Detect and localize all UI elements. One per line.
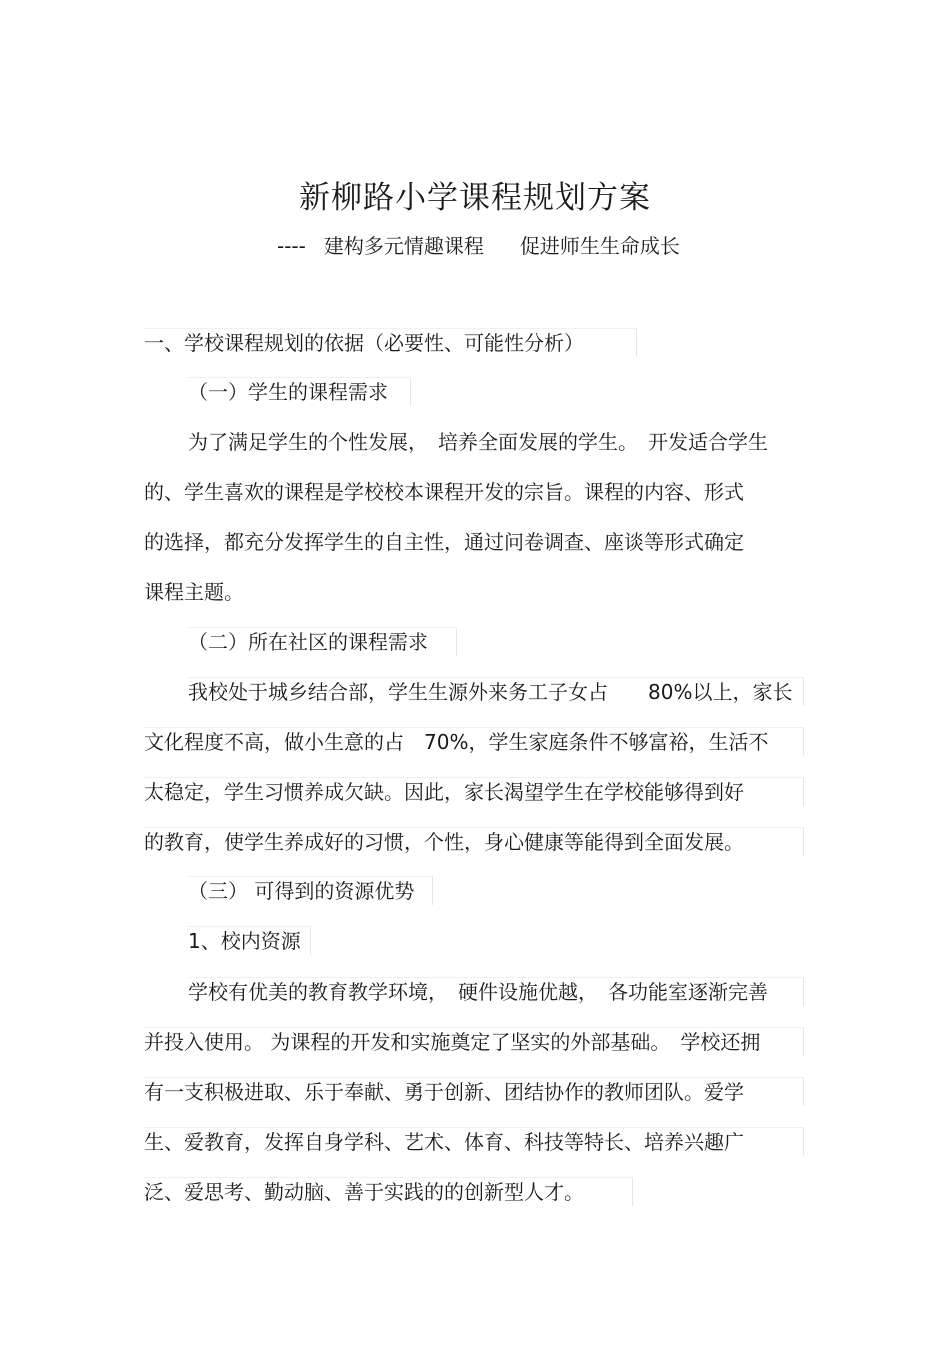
subtitle-part2: 促进师生生命成长 — [519, 234, 680, 258]
para3-line: 泛、爱思考、勤动脑、善于实践的的创新型人才。 — [144, 1177, 633, 1206]
para1-line: 为了满足学生的个性发展， 培养全面发展的学生。 开发适合学生 — [188, 430, 768, 454]
para1-line: 的、学生喜欢的课程是学校校本课程开发的宗旨。课程的内容、形式 — [144, 480, 744, 504]
para2-line: 的教育，使学生养成好的习惯，个性，身心健康等能得到全面发展。 — [144, 827, 804, 856]
page-title: 新柳路小学课程规划方案 — [299, 180, 651, 216]
section1-heading: 一、学校课程规划的依据（必要性、可能性分析） — [144, 328, 637, 357]
para1-line: 课程主题。 — [144, 580, 244, 604]
para2-line: 太稳定，学生习惯养成欠缺。因此，家长渴望学生在学校能够得到好 — [144, 777, 804, 806]
subtitle-dash: ---- — [277, 234, 306, 258]
subtitle-part1: 建构多元情趣课程 — [323, 234, 484, 258]
sub1-heading: （一）学生的课程需求 — [188, 377, 411, 406]
para2-line: 文化程度不高，做小生意的占 70%，学生家庭条件不够富裕，生活不 — [144, 727, 804, 756]
para3-line: 学校有优美的教育教学环境， 硬件设施优越， 各功能室逐渐完善 — [188, 977, 804, 1006]
sub3-heading: （三） 可得到的资源优势 — [188, 876, 433, 905]
para3-line: 有一支积极进取、乐于奉献、勇于创新、团结协作的教师团队。爱学 — [144, 1077, 804, 1106]
sub2-heading: （二）所在社区的课程需求 — [188, 627, 457, 656]
para3-line: 并投入使用。 为课程的开发和实施奠定了坚实的外部基础。 学校还拥 — [144, 1027, 804, 1056]
para1-line: 的选择，都充分发挥学生的自主性，通过问卷调查、座谈等形式确定 — [144, 530, 744, 554]
para2-line: 我校处于城乡结合部，学生生源外来务工子女占 80%以上，家长 — [188, 677, 804, 706]
item1-heading: 1、校内资源 — [188, 926, 311, 955]
page-subtitle — [277, 230, 680, 259]
para3-line: 生、爱教育，发挥自身学科、艺术、体育、科技等特长、培养兴趣广 — [144, 1127, 804, 1156]
